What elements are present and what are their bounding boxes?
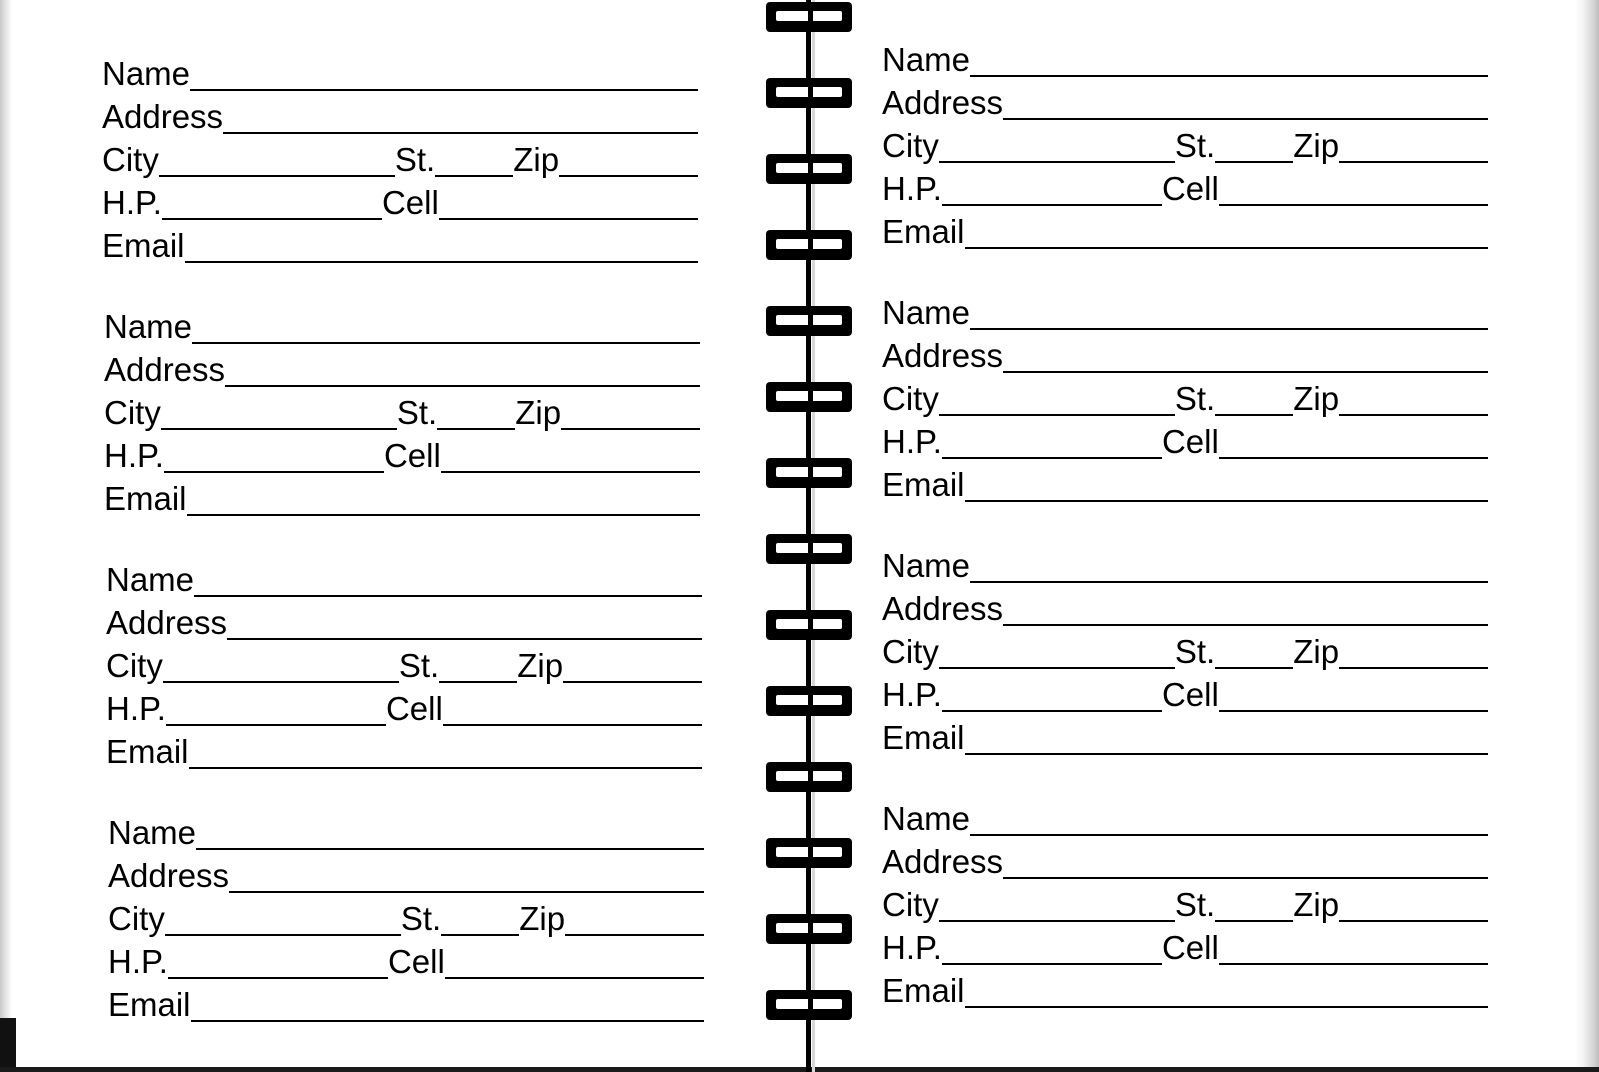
home-phone-field[interactable] xyxy=(942,204,1162,206)
city-field[interactable] xyxy=(161,428,397,430)
state-label: St. xyxy=(1174,633,1216,670)
email-label: Email xyxy=(106,733,189,770)
state-field[interactable] xyxy=(437,428,515,430)
binding-ring xyxy=(766,230,852,260)
state-label: St. xyxy=(400,900,442,937)
name-field[interactable] xyxy=(970,581,1488,583)
address-field[interactable] xyxy=(1003,877,1488,879)
right-page xyxy=(838,0,1578,1072)
name-label: Name xyxy=(882,800,971,837)
city-field[interactable] xyxy=(159,175,395,177)
state-field[interactable] xyxy=(1215,920,1293,922)
home-phone-label: H.P. xyxy=(882,170,942,207)
city-field[interactable] xyxy=(939,161,1175,163)
state-label: St. xyxy=(394,141,436,178)
cell-field[interactable] xyxy=(441,471,700,473)
zip-label: Zip xyxy=(513,141,560,178)
name-label: Name xyxy=(882,294,971,331)
address-row xyxy=(882,838,1488,881)
city-field[interactable] xyxy=(163,681,399,683)
city-label: City xyxy=(882,886,939,923)
email-row xyxy=(108,981,704,1024)
city-row xyxy=(882,628,1488,671)
address-label: Address xyxy=(882,84,1004,121)
email-row xyxy=(882,967,1488,1010)
address-entry xyxy=(882,795,1488,1010)
address-entry xyxy=(882,542,1488,757)
phone-row xyxy=(882,418,1488,461)
binding-ring xyxy=(766,382,852,412)
zip-field[interactable] xyxy=(1339,667,1488,669)
address-field[interactable] xyxy=(225,385,700,387)
email-field[interactable] xyxy=(965,1006,1488,1008)
address-entry xyxy=(882,289,1488,504)
address-entry xyxy=(882,36,1488,251)
cell-label: Cell xyxy=(1161,676,1219,713)
cell-label: Cell xyxy=(385,690,443,727)
email-row xyxy=(102,222,698,265)
city-row xyxy=(882,122,1488,165)
city-field[interactable] xyxy=(939,414,1175,416)
email-field[interactable] xyxy=(965,247,1488,249)
zip-field[interactable] xyxy=(559,175,698,177)
phone-row xyxy=(882,165,1488,208)
zip-field[interactable] xyxy=(1339,161,1488,163)
home-phone-field[interactable] xyxy=(942,710,1162,712)
state-field[interactable] xyxy=(1215,667,1293,669)
state-label: St. xyxy=(396,394,438,431)
city-label: City xyxy=(106,647,163,684)
name-field[interactable] xyxy=(970,328,1488,330)
home-phone-field[interactable] xyxy=(162,218,382,220)
email-label: Email xyxy=(882,719,965,756)
cell-field[interactable] xyxy=(1219,204,1488,206)
page-edge-right xyxy=(1575,0,1599,1072)
zip-field[interactable] xyxy=(561,428,700,430)
binding-ring xyxy=(766,914,852,944)
address-field[interactable] xyxy=(227,638,702,640)
name-field[interactable] xyxy=(194,595,702,597)
binding-ring xyxy=(766,762,852,792)
address-label: Address xyxy=(106,604,228,641)
state-field[interactable] xyxy=(441,934,519,936)
name-field[interactable] xyxy=(192,342,700,344)
name-label: Name xyxy=(102,55,191,92)
state-label: St. xyxy=(1174,380,1216,417)
address-entry xyxy=(106,556,702,771)
state-field[interactable] xyxy=(439,681,517,683)
state-label: St. xyxy=(1174,886,1216,923)
name-field[interactable] xyxy=(970,75,1488,77)
email-field[interactable] xyxy=(191,1020,704,1022)
address-row xyxy=(882,585,1488,628)
city-row xyxy=(882,881,1488,924)
binding-ring xyxy=(766,2,852,32)
phone-row xyxy=(108,938,704,981)
name-row xyxy=(108,809,704,852)
binding-ring xyxy=(766,154,852,184)
city-row xyxy=(106,642,702,685)
binding-ring xyxy=(766,78,852,108)
email-field[interactable] xyxy=(189,767,702,769)
cell-field[interactable] xyxy=(1219,710,1488,712)
address-entry xyxy=(102,50,698,265)
phone-row xyxy=(882,671,1488,714)
state-field[interactable] xyxy=(1215,414,1293,416)
name-row xyxy=(882,795,1488,838)
city-row xyxy=(102,136,698,179)
city-field[interactable] xyxy=(939,667,1175,669)
email-row xyxy=(882,208,1488,251)
phone-row xyxy=(102,179,698,222)
email-field[interactable] xyxy=(965,753,1488,755)
home-phone-label: H.P. xyxy=(102,184,162,221)
state-label: St. xyxy=(398,647,440,684)
address-field[interactable] xyxy=(223,132,698,134)
name-label: Name xyxy=(108,814,197,851)
email-field[interactable] xyxy=(185,261,698,263)
home-phone-label: H.P. xyxy=(104,437,164,474)
email-row xyxy=(882,714,1488,757)
address-row xyxy=(102,93,698,136)
cell-label: Cell xyxy=(387,943,445,980)
cell-field[interactable] xyxy=(1219,457,1488,459)
phone-row xyxy=(106,685,702,728)
city-label: City xyxy=(102,141,159,178)
address-field[interactable] xyxy=(229,891,704,893)
binding-ring xyxy=(766,990,852,1020)
spiral-binding xyxy=(760,0,860,1072)
zip-label: Zip xyxy=(515,394,562,431)
zip-label: Zip xyxy=(1293,127,1340,164)
email-label: Email xyxy=(102,227,185,264)
city-label: City xyxy=(882,380,939,417)
zip-field[interactable] xyxy=(1339,414,1488,416)
address-field[interactable] xyxy=(1003,371,1488,373)
home-phone-field[interactable] xyxy=(942,963,1162,965)
state-label: St. xyxy=(1174,127,1216,164)
email-label: Email xyxy=(108,986,191,1023)
home-phone-field[interactable] xyxy=(942,457,1162,459)
cell-label: Cell xyxy=(1161,423,1219,460)
cell-field[interactable] xyxy=(445,977,704,979)
home-phone-label: H.P. xyxy=(108,943,168,980)
city-label: City xyxy=(104,394,161,431)
city-label: City xyxy=(882,127,939,164)
left-page xyxy=(0,0,770,1072)
zip-field[interactable] xyxy=(565,934,704,936)
zip-label: Zip xyxy=(517,647,564,684)
address-row xyxy=(104,346,700,389)
name-label: Name xyxy=(882,41,971,78)
zip-label: Zip xyxy=(1293,886,1340,923)
cell-label: Cell xyxy=(381,184,439,221)
phone-row xyxy=(882,924,1488,967)
address-row xyxy=(106,599,702,642)
address-label: Address xyxy=(882,590,1004,627)
name-field[interactable] xyxy=(196,848,704,850)
binding-ring xyxy=(766,458,852,488)
name-label: Name xyxy=(106,561,195,598)
cell-field[interactable] xyxy=(443,724,702,726)
home-phone-field[interactable] xyxy=(166,724,386,726)
address-label: Address xyxy=(102,98,224,135)
home-phone-label: H.P. xyxy=(882,423,942,460)
binding-ring xyxy=(766,610,852,640)
cell-field[interactable] xyxy=(1219,963,1488,965)
name-label: Name xyxy=(104,308,193,345)
binding-ring xyxy=(766,838,852,868)
address-row xyxy=(882,79,1488,122)
binding-ring xyxy=(766,306,852,336)
home-phone-label: H.P. xyxy=(882,929,942,966)
zip-label: Zip xyxy=(1293,380,1340,417)
address-label: Address xyxy=(882,843,1004,880)
name-field[interactable] xyxy=(190,89,698,91)
name-row xyxy=(882,36,1488,79)
cell-label: Cell xyxy=(1161,929,1219,966)
zip-field[interactable] xyxy=(563,681,702,683)
email-field[interactable] xyxy=(965,500,1488,502)
name-field[interactable] xyxy=(970,834,1488,836)
address-label: Address xyxy=(104,351,226,388)
cell-label: Cell xyxy=(1161,170,1219,207)
name-label: Name xyxy=(882,547,971,584)
email-label: Email xyxy=(104,480,187,517)
phone-row xyxy=(104,432,700,475)
state-field[interactable] xyxy=(1215,161,1293,163)
email-row xyxy=(882,461,1488,504)
city-label: City xyxy=(108,900,165,937)
email-field[interactable] xyxy=(187,514,700,516)
binding-ring xyxy=(766,534,852,564)
address-label: Address xyxy=(108,857,230,894)
name-row xyxy=(882,289,1488,332)
cell-field[interactable] xyxy=(439,218,698,220)
city-row xyxy=(108,895,704,938)
zip-label: Zip xyxy=(519,900,566,937)
home-phone-field[interactable] xyxy=(168,977,388,979)
zip-field[interactable] xyxy=(1339,920,1488,922)
zip-label: Zip xyxy=(1293,633,1340,670)
home-phone-label: H.P. xyxy=(106,690,166,727)
email-row xyxy=(106,728,702,771)
email-row xyxy=(104,475,700,518)
state-field[interactable] xyxy=(435,175,513,177)
home-phone-field[interactable] xyxy=(164,471,384,473)
address-row xyxy=(882,332,1488,375)
address-entry xyxy=(104,303,700,518)
city-row xyxy=(104,389,700,432)
address-row xyxy=(108,852,704,895)
home-phone-label: H.P. xyxy=(882,676,942,713)
email-label: Email xyxy=(882,213,965,250)
address-field[interactable] xyxy=(1003,624,1488,626)
city-row xyxy=(882,375,1488,418)
email-label: Email xyxy=(882,466,965,503)
address-entry xyxy=(108,809,704,1024)
address-label: Address xyxy=(882,337,1004,374)
name-row xyxy=(102,50,698,93)
name-row xyxy=(882,542,1488,585)
name-row xyxy=(104,303,700,346)
name-row xyxy=(106,556,702,599)
email-label: Email xyxy=(882,972,965,1009)
city-label: City xyxy=(882,633,939,670)
city-field[interactable] xyxy=(165,934,401,936)
cell-label: Cell xyxy=(383,437,441,474)
address-field[interactable] xyxy=(1003,118,1488,120)
city-field[interactable] xyxy=(939,920,1175,922)
binding-ring xyxy=(766,686,852,716)
